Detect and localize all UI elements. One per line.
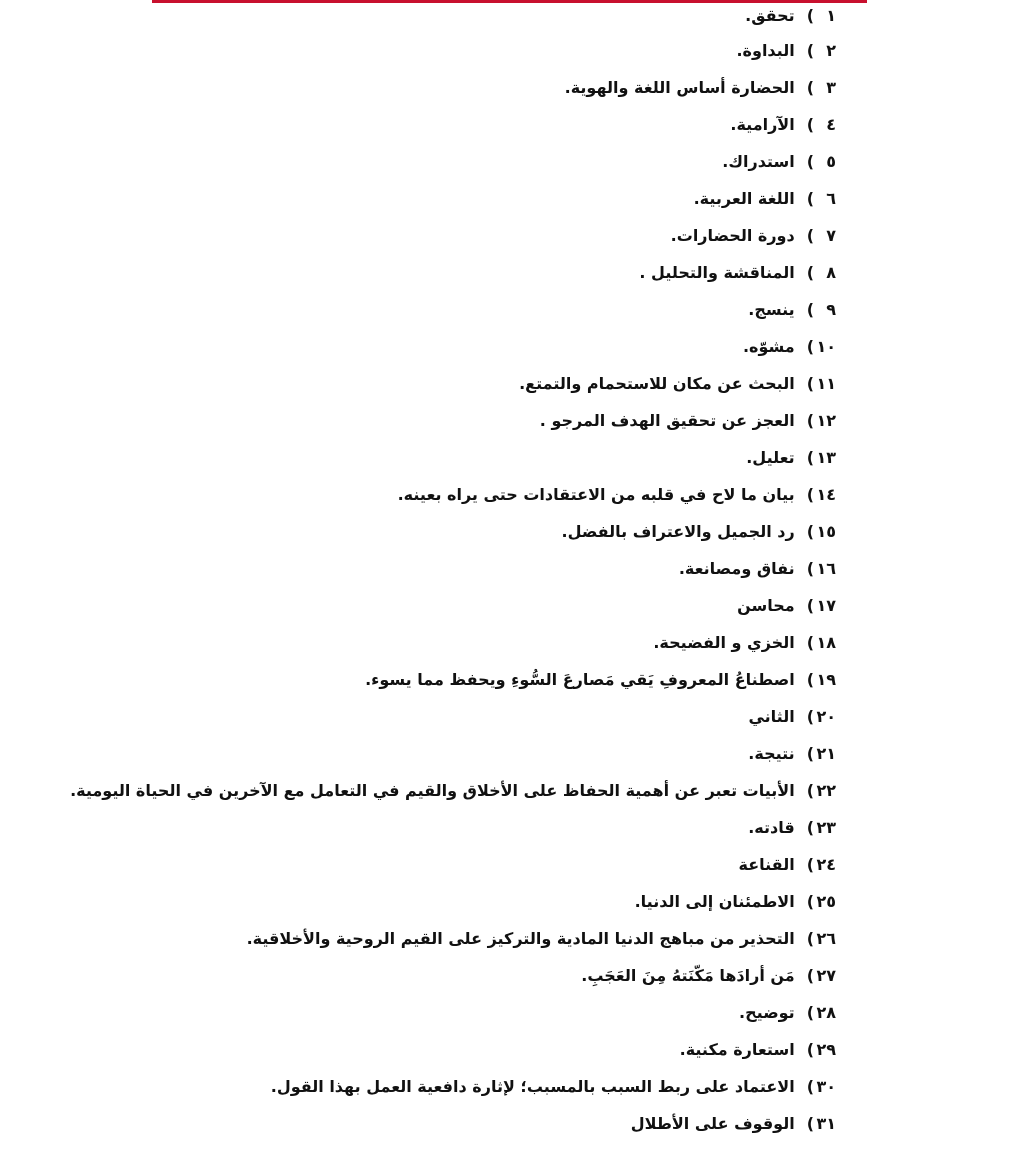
item-paren: ) <box>806 670 814 689</box>
item-paren: ) <box>806 115 814 134</box>
item-number: ٤ <box>826 115 836 134</box>
item-text: ينسج. <box>748 300 795 319</box>
list-item <box>136 1068 836 1105</box>
item-text: مشوّه. <box>742 337 795 356</box>
list-item <box>136 661 836 698</box>
item-text: مَن أرادَها مَكّنَتهُ مِنَ العَجَبِ. <box>581 966 795 985</box>
item-paren: ) <box>806 41 814 60</box>
item-paren: ) <box>806 707 814 726</box>
item-text: تحقق. <box>745 6 795 25</box>
item-paren: ) <box>806 337 814 356</box>
list-item <box>136 735 836 772</box>
item-paren: ) <box>806 1114 814 1133</box>
list-item <box>136 624 836 661</box>
item-paren: ) <box>806 781 814 800</box>
list-item <box>136 1031 836 1068</box>
item-paren: ) <box>806 818 814 837</box>
item-paren: ) <box>806 1003 814 1022</box>
item-number: ١١ <box>816 374 836 393</box>
item-number: ٧ <box>826 226 836 245</box>
list-item <box>136 957 836 994</box>
item-text: رد الجميل والاعتراف بالفضل. <box>561 522 795 541</box>
item-number: ٩ <box>826 300 836 319</box>
item-paren: ) <box>806 929 814 948</box>
item-paren: ) <box>806 6 814 25</box>
item-text: دورة الحضارات. <box>670 226 795 245</box>
item-paren: ) <box>806 1077 814 1096</box>
item-text: توضيح. <box>739 1003 795 1022</box>
item-paren: ) <box>806 855 814 874</box>
list-item <box>136 402 836 439</box>
item-number: ٢٩ <box>816 1040 836 1059</box>
item-number: ٢١ <box>816 744 836 763</box>
item-number: ٢٦ <box>816 929 836 948</box>
answer-list <box>70 0 836 1142</box>
item-text: تعليل. <box>746 448 795 467</box>
item-number: ١ <box>826 6 836 25</box>
item-text: البداوة. <box>736 41 795 60</box>
item-number: ٢٠ <box>816 707 836 726</box>
list-item <box>136 846 836 883</box>
item-text: اصطناعُ المعروفِ يَقي مَصارعَ السُّوءِ ويحفظ مما يسوء. <box>365 670 795 689</box>
item-paren: ) <box>806 300 814 319</box>
item-number: ٢٤ <box>816 855 836 874</box>
item-text: بيان ما لاح في قلبه من الاعتقادات حتى يراه بعينه. <box>397 485 795 504</box>
item-paren: ) <box>806 448 814 467</box>
list-item <box>136 0 836 32</box>
item-paren: ) <box>806 78 814 97</box>
list-item <box>136 254 836 291</box>
item-text: البحث عن مكان للاستحمام والتمتع. <box>519 374 795 393</box>
item-text: القناعة <box>738 855 795 874</box>
item-text: الأبيات تعبر عن أهمية الحفاظ على الأخلاق والقيم في التعامل مع الآخرين في الحياة اليومية. <box>70 781 795 800</box>
list-item <box>136 143 836 180</box>
item-number: ١٢ <box>816 411 836 430</box>
list-item <box>136 550 836 587</box>
item-paren: ) <box>806 522 814 541</box>
item-number: ٢٧ <box>816 966 836 985</box>
list-item <box>136 1105 836 1142</box>
list-item <box>136 883 836 920</box>
item-paren: ) <box>806 263 814 282</box>
item-number: ٢٣ <box>816 818 836 837</box>
item-text: نتيجة. <box>748 744 795 763</box>
item-text: التحذير من مباهج الدنيا المادية والتركيز على القيم الروحية والأخلاقية. <box>246 929 795 948</box>
item-paren: ) <box>806 189 814 208</box>
item-number: ٣ <box>826 78 836 97</box>
item-paren: ) <box>806 892 814 911</box>
item-paren: ) <box>806 596 814 615</box>
list-item <box>136 920 836 957</box>
item-number: ١٨ <box>816 633 836 652</box>
item-text: قادته. <box>748 818 795 837</box>
list-item <box>136 69 836 106</box>
item-text: استعارة مكنية. <box>679 1040 795 1059</box>
item-number: ٥ <box>826 152 836 171</box>
item-text: الوقوف على الأطلال <box>630 1114 795 1133</box>
list-item <box>136 587 836 624</box>
item-number: ٢٥ <box>816 892 836 911</box>
item-number: ١٧ <box>816 596 836 615</box>
item-text: الاطمئنان إلى الدنيا. <box>634 892 795 911</box>
item-text: الآرامية. <box>730 115 795 134</box>
item-number: ١٩ <box>816 670 836 689</box>
list-item <box>136 365 836 402</box>
list-item <box>136 291 836 328</box>
item-text: الخزي و الفضيحة. <box>653 633 795 652</box>
item-paren: ) <box>806 559 814 578</box>
item-number: ١٦ <box>816 559 836 578</box>
list-item <box>136 476 836 513</box>
item-paren: ) <box>806 633 814 652</box>
item-text: المناقشة والتحليل . <box>639 263 795 282</box>
item-paren: ) <box>806 411 814 430</box>
item-text: استدراك. <box>722 152 795 171</box>
item-paren: ) <box>806 966 814 985</box>
item-text: نفاق ومصانعة. <box>678 559 795 578</box>
item-text: العجز عن تحقيق الهدف المرجو . <box>539 411 795 430</box>
list-item <box>136 513 836 550</box>
item-text: الثاني <box>748 707 795 726</box>
list-item <box>136 809 836 846</box>
item-number: ١٥ <box>816 522 836 541</box>
item-text: محاسن <box>737 596 795 615</box>
list-item <box>136 439 836 476</box>
list-item <box>136 994 836 1031</box>
list-item <box>70 772 836 809</box>
item-number: ٢٢ <box>816 781 836 800</box>
item-number: ٨ <box>826 263 836 282</box>
item-number: ١٤ <box>816 485 836 504</box>
item-paren: ) <box>806 485 814 504</box>
list-item <box>136 180 836 217</box>
item-number: ٢ <box>826 41 836 60</box>
list-item <box>136 217 836 254</box>
list-item <box>136 32 836 69</box>
item-paren: ) <box>806 1040 814 1059</box>
item-number: ١٠ <box>816 337 836 356</box>
list-item <box>136 328 836 365</box>
item-number: ٦ <box>826 189 836 208</box>
item-number: ٣٠ <box>816 1077 836 1096</box>
item-text: اللغة العربية. <box>693 189 795 208</box>
item-number: ٢٨ <box>816 1003 836 1022</box>
list-item <box>136 106 836 143</box>
item-paren: ) <box>806 374 814 393</box>
item-paren: ) <box>806 152 814 171</box>
item-paren: ) <box>806 226 814 245</box>
item-number: ١٣ <box>816 448 836 467</box>
list-item <box>136 698 836 735</box>
item-text: الحضارة أساس اللغة والهوية. <box>564 78 795 97</box>
item-text: الاعتماد على ربط السبب بالمسبب؛ لإثارة دافعية العمل بهذا القول. <box>270 1077 795 1096</box>
item-number: ٣١ <box>816 1114 836 1133</box>
item-paren: ) <box>806 744 814 763</box>
